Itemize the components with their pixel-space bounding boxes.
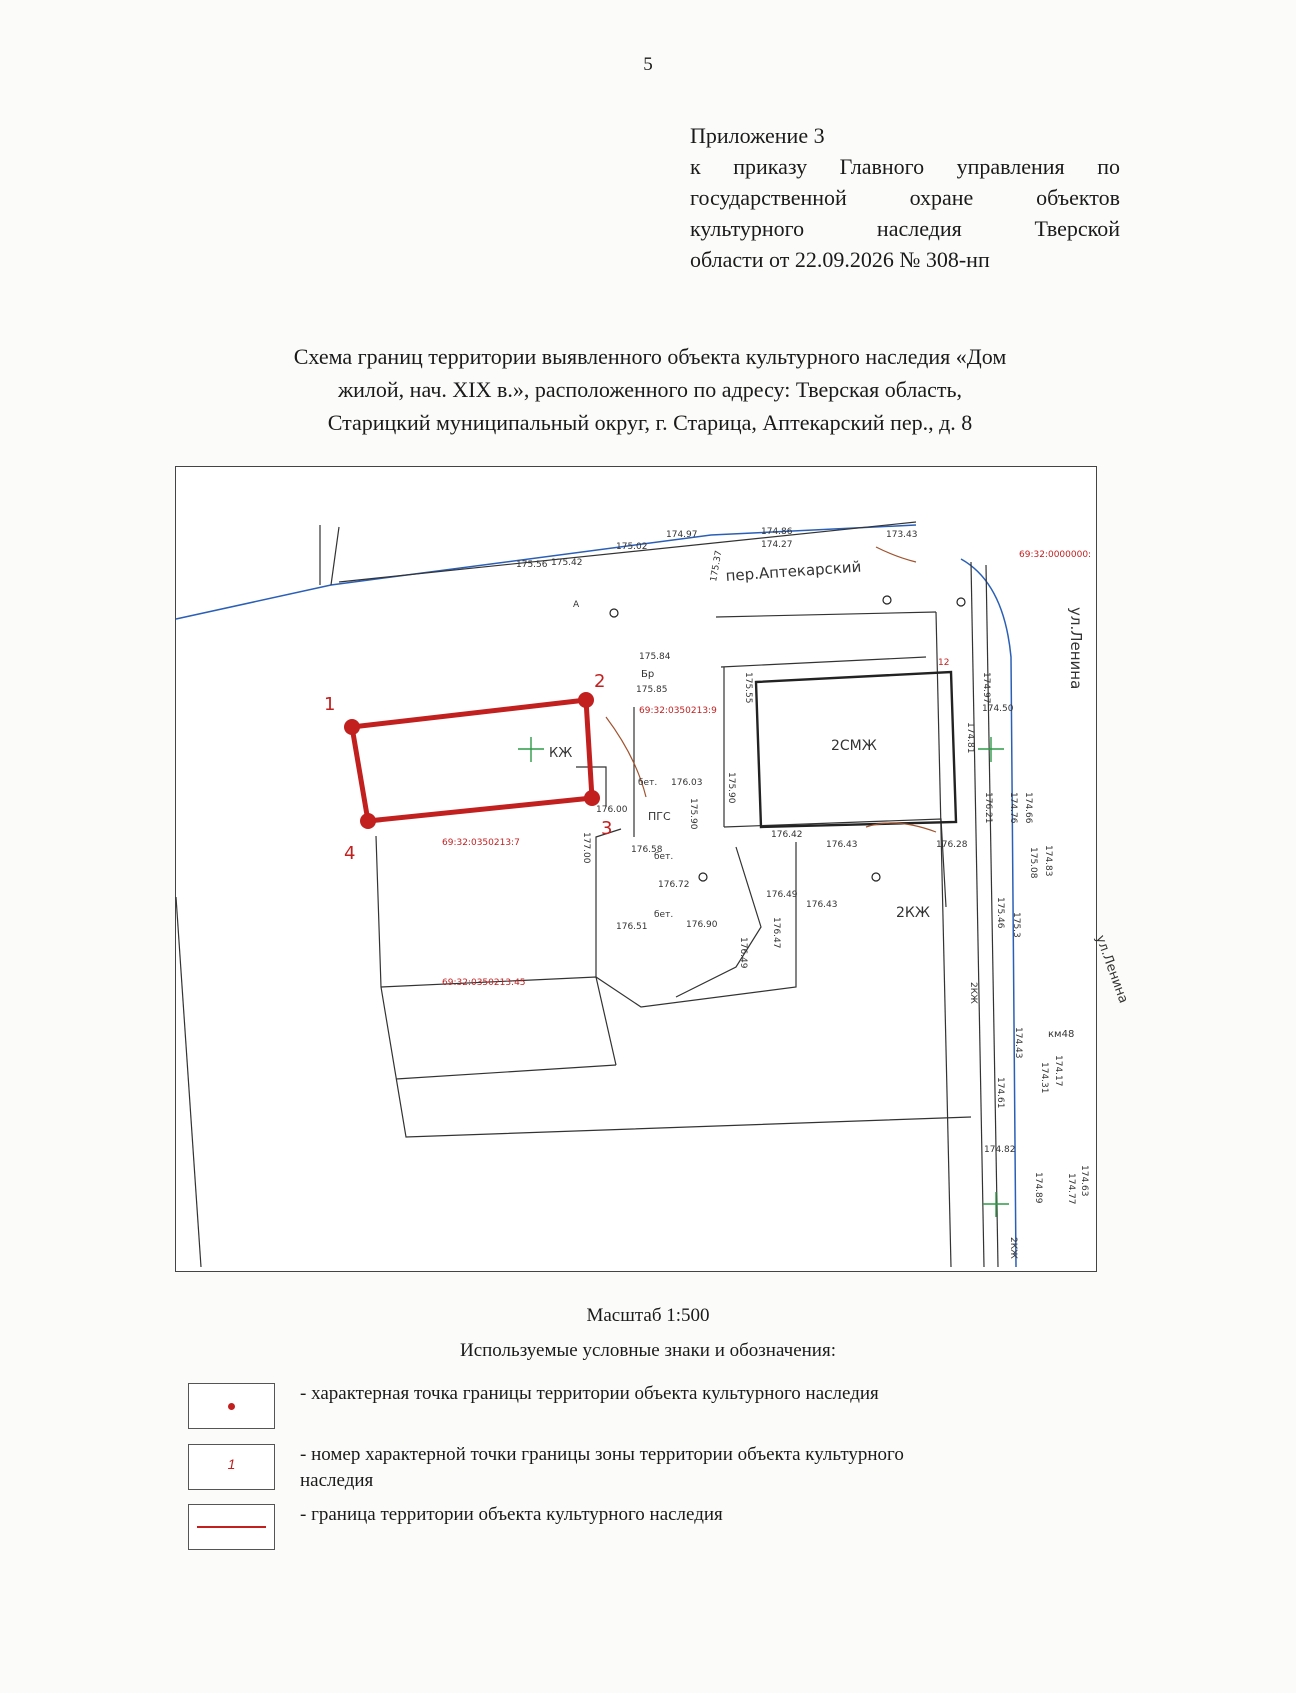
elevation: 175.55 <box>743 672 753 704</box>
building-label: 2КЖ <box>1008 1237 1018 1259</box>
parcel-number: 69:32:0350213:7 <box>442 838 520 848</box>
legend-item-number <box>188 1444 948 1494</box>
legend-symbol-box <box>188 1444 275 1490</box>
appendix-line: культурного наследия Тверской <box>690 216 1120 241</box>
elevation: 174.82 <box>984 1145 1016 1155</box>
elevation: 174.27 <box>761 540 793 550</box>
elevation: 175.08 <box>1028 847 1038 879</box>
legend-text: - номер характерной точки границы зоны территории объекта культурного наследия <box>300 1444 904 1491</box>
street-label: ул.Ленина <box>1067 607 1085 690</box>
elevation: 175.3 <box>1011 912 1021 938</box>
elevation: 174.63 <box>1079 1165 1089 1197</box>
elevation: 174.97 <box>666 530 698 540</box>
elevation: 174.31 <box>1039 1062 1049 1094</box>
legend-symbol-box <box>188 1383 275 1429</box>
boundary-label-4: 4 <box>344 843 356 864</box>
parcel-number: 69:32:0350213:9 <box>639 706 717 716</box>
building-label: бет. <box>654 852 674 862</box>
boundary-label-1: 1 <box>324 694 336 715</box>
street-label: ул.Ленина <box>1092 933 1131 1006</box>
elevation: 176.43 <box>826 840 858 850</box>
boundary-point-3 <box>584 790 600 806</box>
elevation: 176.51 <box>616 922 648 932</box>
boundary-point-1 <box>344 719 360 735</box>
elevation: 175.56 <box>516 560 548 570</box>
elevation: 174.81 <box>965 722 975 754</box>
elevation: 176.72 <box>658 880 690 890</box>
title-line: Старицкий муниципальный округ, г. Старица, Аптекарский пер., д. 8 <box>327 410 973 435</box>
point-number-symbol: 1 <box>227 1456 236 1472</box>
elevation: 176.47 <box>771 917 781 949</box>
elevation: 174.76 <box>1008 792 1018 824</box>
elevation: 176.49 <box>738 937 748 969</box>
elevation: 175.37 <box>709 549 725 583</box>
building-label: Бр <box>641 669 655 680</box>
elevation: 174.83 <box>1043 845 1053 877</box>
elevation: 176.90 <box>686 920 718 930</box>
appendix-line: государственной охране объектов <box>690 185 1120 210</box>
map-scale: Масштаб 1:500 <box>586 1305 710 1326</box>
building-label: бет. <box>638 778 658 788</box>
page-number: 5 <box>643 54 653 75</box>
legend-item-line <box>188 1504 948 1554</box>
legend-text: - граница территории объекта культурного наследия <box>300 1504 723 1525</box>
title-line: жилой, нач. XIX в.», расположенного по адресу: Тверская область, <box>337 377 963 402</box>
elevation: 174.97 <box>981 672 991 704</box>
title-line: Схема границ территории выявленного объекта культурного наследия «Дом <box>293 344 1007 369</box>
building-label: бет. <box>654 910 674 920</box>
building-label: ПГС <box>648 810 671 823</box>
elevation: 176.03 <box>671 778 703 788</box>
building-label: 2КЖ <box>968 982 978 1004</box>
elevation: 176.49 <box>766 890 798 900</box>
elevation: 174.17 <box>1053 1055 1063 1087</box>
boundary-point-symbol <box>228 1403 235 1410</box>
site-plan-map <box>175 466 1131 1272</box>
boundary-point-2 <box>578 692 594 708</box>
building-label: 2КЖ <box>896 905 930 921</box>
appendix-header <box>690 120 1120 275</box>
elevation: 174.61 <box>995 1077 1005 1109</box>
boundary-point-4 <box>360 813 376 829</box>
elevation: 174.86 <box>761 527 793 537</box>
parcel-number: 69:32:0000000: <box>1019 550 1092 560</box>
document-title <box>150 340 1150 439</box>
reference-number: 12 <box>938 658 950 668</box>
elevation: 176.21 <box>983 792 993 824</box>
elevation: 176.28 <box>936 840 968 850</box>
appendix-line: к приказу Главного управления по <box>690 154 1120 179</box>
elevation: 174.43 <box>1013 1027 1023 1059</box>
elevation: 176.43 <box>806 900 838 910</box>
elevation: 175.46 <box>995 897 1005 929</box>
building-label: КЖ <box>549 746 573 761</box>
legend-symbol-box <box>188 1504 275 1550</box>
appendix-line: Приложение 3 <box>690 123 825 148</box>
legend-text: - характерная точка границы территории объекта культурного наследия <box>300 1383 879 1404</box>
parcel-lines <box>176 522 998 1267</box>
boundary-label-2: 2 <box>594 671 606 692</box>
km-marker: км48 <box>1048 1029 1075 1040</box>
elevation: 177.00 <box>581 832 591 864</box>
building-label: А <box>573 600 580 610</box>
street-label: пер.Аптекарский <box>725 557 862 585</box>
appendix-line: области от 22.09.2026 № 308-нп <box>690 247 990 272</box>
elevation: 175.84 <box>639 652 671 662</box>
elevation: 176.42 <box>771 830 803 840</box>
elevation: 175.02 <box>616 542 648 552</box>
elevation: 175.90 <box>688 798 698 830</box>
parcel-number: 69:32:0350213:45 <box>442 978 526 988</box>
elevation: 174.77 <box>1066 1173 1076 1205</box>
elevation: 174.50 <box>982 704 1014 714</box>
elevation: 176.00 <box>596 805 628 815</box>
elevation: 174.89 <box>1033 1172 1043 1204</box>
elevation: 175.90 <box>726 772 736 804</box>
elevation: 174.66 <box>1023 792 1033 824</box>
legend-title: Используемые условные знаки и обозначения: <box>459 1340 836 1361</box>
elevation: 173.43 <box>886 530 918 540</box>
elevation: 176.58 <box>631 845 663 855</box>
building-label: 2СМЖ <box>831 738 877 754</box>
boundary-label-3: 3 <box>601 818 613 839</box>
legend-item-point <box>188 1383 948 1433</box>
elevation: 175.42 <box>551 558 583 568</box>
elevation: 175.85 <box>636 685 668 695</box>
boundary-line-symbol <box>197 1526 266 1528</box>
